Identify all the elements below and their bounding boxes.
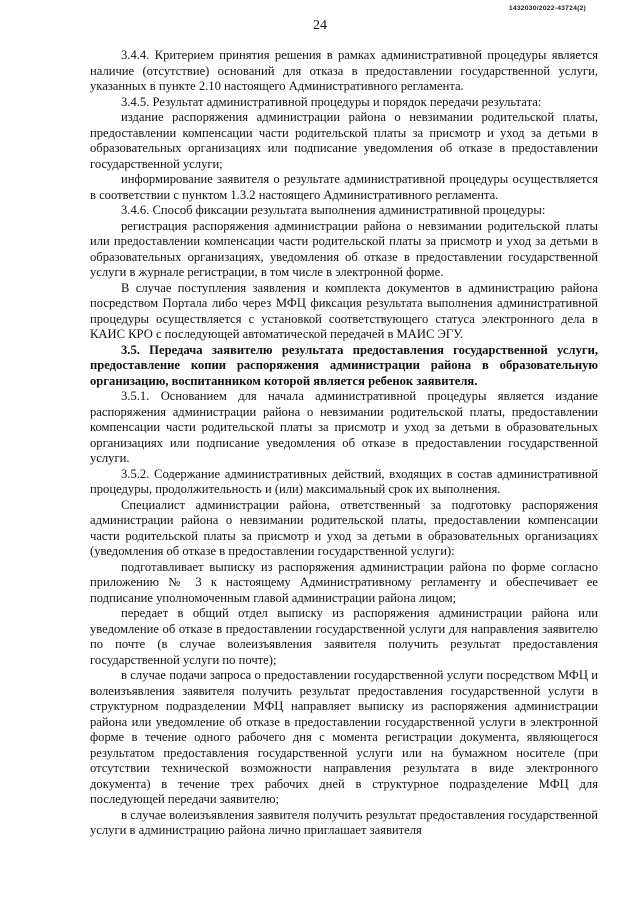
paragraph: 3.5.1. Основанием для начала административной процедуры является издание распоряжения администрации района о невзимании родительской платы, предоставлении компенсации части родительской платы за присмотр и уход за детьми в образовательных организациях или подписание уведомления об отказе в предоставлении государственной услуги. bbox=[90, 389, 598, 465]
document-body bbox=[90, 48, 598, 839]
paragraph: 3.4.5. Результат административной процедуры и порядок передачи результата: bbox=[121, 94, 542, 109]
section-heading: 3.5. Передача заявителю результата предоставления государственной услуги, предоставление копии распоряжения администрации района в образовательную организацию, воспитанником которой является ребенок заявителя. bbox=[90, 342, 598, 388]
paragraph: в случае подачи запроса о предоставлении государственной услуги посредством МФЦ и волеизъявления заявителя получить результат предоставления государственной услуги в структурном подразделении МФЦ направляет выписку из распоряжения администрации района или уведомление об отказе в предоставлении государственной услуги в электронной форме в течение одного рабочего дня с момента регистрации документа, являющегося результатом предоставления государственной услуги или на бумажном носителе (при отсутствии технической возможности направления результата в виде электронного документа) в течение трех рабочих дней в структурное подразделение МФЦ для последующей передачи заявителю; bbox=[90, 668, 598, 806]
paragraph: В случае поступления заявления и комплекта документов в администрацию района посредством Портала либо через МФЦ фиксация результата выполнения административной процедуры осуществляется с установкой соответствующего статуса электронного дела в КАИС КРО с последующей автоматической передачей в МАИС ЭГУ. bbox=[90, 280, 598, 341]
document-id: 1432030/2022-43724(2) bbox=[508, 5, 586, 12]
paragraph: информирование заявителя о результате административной процедуры осуществляется в соответствии с пунктом 1.3.2 настоящего Административного регламента. bbox=[90, 172, 598, 202]
paragraph: 3.5.2. Содержание административных действий, входящих в состав административной процедуры, продолжительность и (или) максимальный срок их выполнения. bbox=[90, 466, 598, 496]
paragraph: 3.4.6. Способ фиксации результата выполнения административной процедуры: bbox=[121, 203, 546, 217]
paragraph: Специалист администрации района, ответственный за подготовку распоряжения администрации района о невзимании родительской платы, предоставлении компенсации части родительской платы за присмотр и уход за детьми в образовательных организациях (уведомления об отказе в предоставлении государственной услуги): bbox=[90, 497, 598, 558]
paragraph: регистрация распоряжения администрации района о невзимании родительской платы или предоставлении компенсации части родительской платы за присмотр и уход за детьми в образовательных организациях, уведомления об отказе в предоставлении государственной услуги в журнале регистрации, в том числе в электронной форме. bbox=[90, 218, 598, 279]
paragraph: в случае волеизъявления заявителя получить результат предоставления государственной услуги в администрацию района лично приглашает заявителя bbox=[90, 807, 598, 837]
paragraph: передает в общий отдел выписку из распоряжения администрации района или уведомление об отказе в предоставлении государственной услуги для направления заявителю по почте (в случае волеизъявления заявителя получить результат предоставления государственной услуги по почте); bbox=[90, 606, 598, 667]
paragraph: 3.4.4. Критерием принятия решения в рамках административной процедуры является наличие (отсутствие) оснований для отказа в предоставлении государственной услуги, указанных в пункте 2.10 настоящего Административного регламента. bbox=[90, 48, 598, 93]
paragraph: издание распоряжения администрации района о невзимании родительской платы, предоставлении компенсации части родительской платы за присмотр и уход за детьми в образовательных организациях или подписание уведомления об отказе в предоставлении государственной услуги; bbox=[90, 110, 598, 171]
paragraph: подготавливает выписку из распоряжения администрации района по форме согласно приложению № 3 к настоящему Административному регламенту и обеспечивает ее подписание уполномоченным главой администрации района лицом; bbox=[90, 559, 598, 605]
page-number: 24 bbox=[313, 18, 327, 33]
